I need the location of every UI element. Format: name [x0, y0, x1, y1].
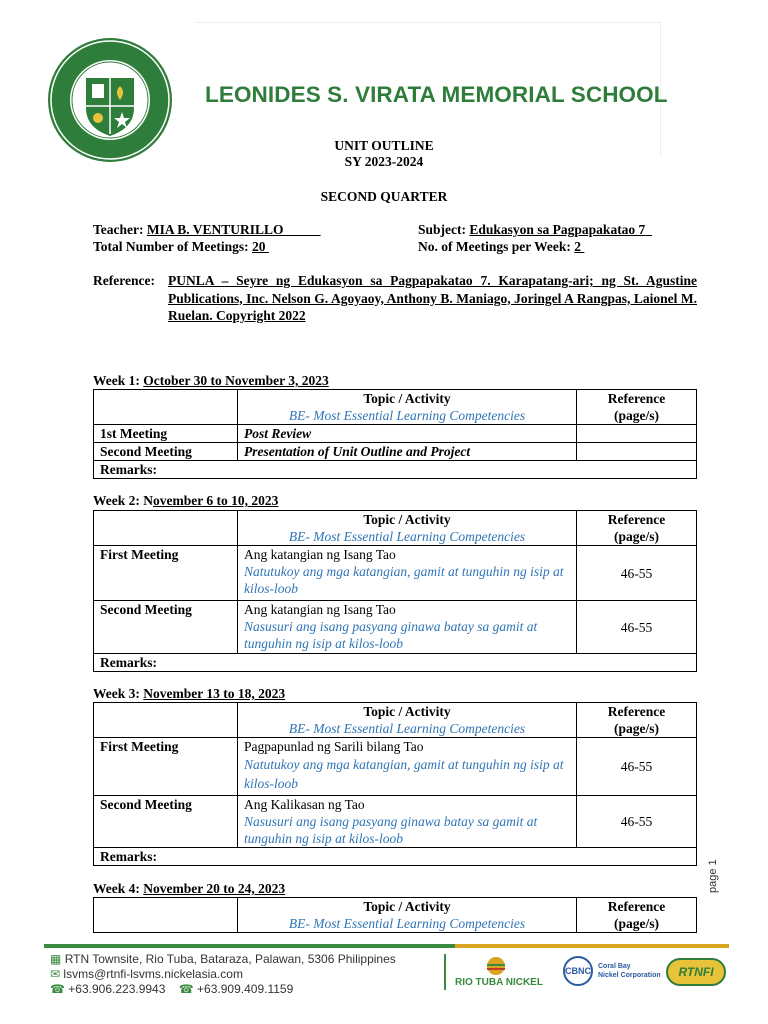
- mail-icon: ✉: [50, 967, 61, 981]
- topic-cell: Presentation of Unit Outline and Project: [238, 443, 577, 461]
- table-row: [94, 443, 697, 461]
- teacher-name: MIA B. VENTURILLO: [146, 222, 284, 237]
- table-row: [94, 546, 697, 601]
- reference-header: Reference: [607, 391, 666, 406]
- meetings-label: Total Number of Meetings:: [93, 239, 252, 254]
- topic-header: Topic / Activity: [363, 391, 451, 406]
- meeting-label: First Meeting: [94, 738, 238, 796]
- competency-cell: Nasusuri ang isang pasyang ginawa batay sa gamit at tunguhin ng isip at kilos-loob: [244, 619, 538, 651]
- reference-text: PUNLA – Seyre ng Edukasyon sa Pagpapakatao 7. Karapatang-ari; ng St. Agustine Publications, Inc. Nelson G. Agoyaoy, Anthony B. Maniago, Joringel A Rangpas, Laionel M. Ruelan. Copyright 2022: [168, 273, 697, 323]
- footer-phones: ☎ +63.906.223.9943 ☎ +63.909.409.1159: [50, 982, 294, 996]
- school-year: SY 2023-2024: [344, 154, 424, 169]
- week-4-table: [93, 897, 697, 933]
- meeting-label: Second Meeting: [94, 601, 238, 654]
- table-header-row: [94, 511, 697, 546]
- week-2-heading: Week 2: November 6 to 10, 2023: [93, 493, 279, 508]
- week-3-heading: Week 3: November 13 to 18, 2023: [93, 686, 286, 701]
- pages-header: (page/s): [614, 721, 659, 736]
- doc-title: UNIT OUTLINE: [334, 138, 434, 153]
- topic-cell: Pagpapunlad ng Sarili bilang Tao: [244, 739, 424, 754]
- competency-cell: Natutukoy ang mga katangian, gamit at tunguhin ng isip at kilos-loob: [244, 757, 564, 791]
- topic-cell: Ang katangian ng Isang Tao: [244, 547, 396, 562]
- table-row: [94, 738, 697, 796]
- rtnfi-logo: RTNFI: [666, 958, 726, 986]
- remarks-row: [94, 461, 697, 479]
- week-3-table: [93, 702, 697, 866]
- footer-separator: [444, 954, 446, 990]
- quarter-title: SECOND QUARTER: [320, 189, 448, 204]
- remarks-label: Remarks:: [94, 461, 697, 479]
- competency-cell: Natutukoy ang mga katangian, gamit at tunguhin ng isip at kilos-loob: [244, 564, 564, 596]
- table-row: [94, 601, 697, 654]
- competency-header: BE- Most Essential Learning Competencies: [288, 916, 526, 931]
- pages-cell: 46-55: [577, 601, 697, 654]
- remarks-label: Remarks:: [94, 654, 697, 672]
- cbnc-text: Coral Bay Nickel Corporation: [598, 963, 661, 979]
- topic-header: Topic / Activity: [363, 704, 451, 719]
- reference-header: Reference: [607, 704, 666, 719]
- pages-cell: [577, 443, 697, 461]
- week-1-table: [93, 389, 697, 479]
- topic-cell: Ang katangian ng Isang Tao: [244, 602, 396, 617]
- phone-icon: ☎: [178, 982, 194, 996]
- pages-cell: 46-55: [577, 738, 697, 796]
- footer-email[interactable]: ✉ lsvms@rtnfi-lsvms.nickelasia.com: [50, 967, 243, 981]
- pages-cell: 46-55: [577, 546, 697, 601]
- pages-header: (page/s): [614, 529, 659, 544]
- per-week-label: No. of Meetings per Week:: [418, 239, 575, 254]
- reference-block: [93, 272, 697, 325]
- phone-icon: ☎: [50, 982, 65, 996]
- per-week-value: 2: [574, 239, 581, 254]
- pages-cell: [577, 425, 697, 443]
- competency-cell: Nasusuri ang isang pasyang ginawa batay sa gamit at tunguhin ng isip at kilos-loob: [244, 814, 538, 846]
- teacher-label: Teacher:: [93, 222, 147, 237]
- footer-divider: [44, 944, 729, 948]
- table-header-row: [94, 390, 697, 425]
- pages-cell: 46-55: [577, 796, 697, 848]
- reference-header: Reference: [607, 512, 666, 527]
- week-4-heading: Week 4: November 20 to 24, 2023: [93, 881, 286, 896]
- rio-tuba-nickel-text: RIO TUBA NICKEL: [455, 977, 543, 988]
- per-week-line: [418, 239, 584, 255]
- reference-label: Reference:: [93, 273, 155, 288]
- table-header-row: [94, 703, 697, 738]
- competency-header: BE- Most Essential Learning Competencies: [288, 408, 526, 423]
- table-row: [94, 796, 697, 848]
- week-1-heading: Week 1: October 30 to November 3, 2023: [93, 373, 329, 388]
- meeting-label: First Meeting: [94, 546, 238, 601]
- footer-address: ▦ RTN Townsite, Rio Tuba, Bataraza, Palawan, 5306 Philippines: [50, 952, 396, 966]
- subject-line: [418, 222, 652, 238]
- subject-value: Edukasyon sa Pagpapakatao 7: [469, 222, 646, 237]
- school-name: LEONIDES S. VIRATA MEMORIAL SCHOOL: [205, 82, 668, 107]
- topic-cell: Ang Kalikasan ng Tao: [244, 797, 365, 812]
- week-2-table: [93, 510, 697, 672]
- meeting-label: 1st Meeting: [94, 425, 238, 443]
- competency-header: BE- Most Essential Learning Competencies: [288, 721, 526, 736]
- reference-header: Reference: [607, 899, 666, 914]
- topic-header: Topic / Activity: [363, 512, 451, 527]
- topic-cell: Post Review: [238, 425, 577, 443]
- table-header-row: [94, 898, 697, 933]
- meetings-line: [93, 239, 269, 255]
- remarks-label: Remarks:: [94, 848, 697, 866]
- pages-header: (page/s): [614, 916, 659, 931]
- remarks-row: [94, 848, 697, 866]
- remarks-row: [94, 654, 697, 672]
- meeting-label: Second Meeting: [94, 796, 238, 848]
- teacher-line: [93, 222, 321, 238]
- meetings-value: 20: [252, 239, 266, 254]
- page-number: page 1: [707, 859, 719, 893]
- meeting-label: Second Meeting: [94, 443, 238, 461]
- competency-header: BE- Most Essential Learning Competencies: [288, 529, 526, 544]
- topic-header: Topic / Activity: [363, 899, 451, 914]
- cbnc-logo: CBNC: [563, 956, 593, 986]
- subject-label: Subject:: [418, 222, 470, 237]
- pages-header: (page/s): [614, 408, 659, 423]
- building-icon: ▦: [50, 952, 62, 966]
- table-row: [94, 425, 697, 443]
